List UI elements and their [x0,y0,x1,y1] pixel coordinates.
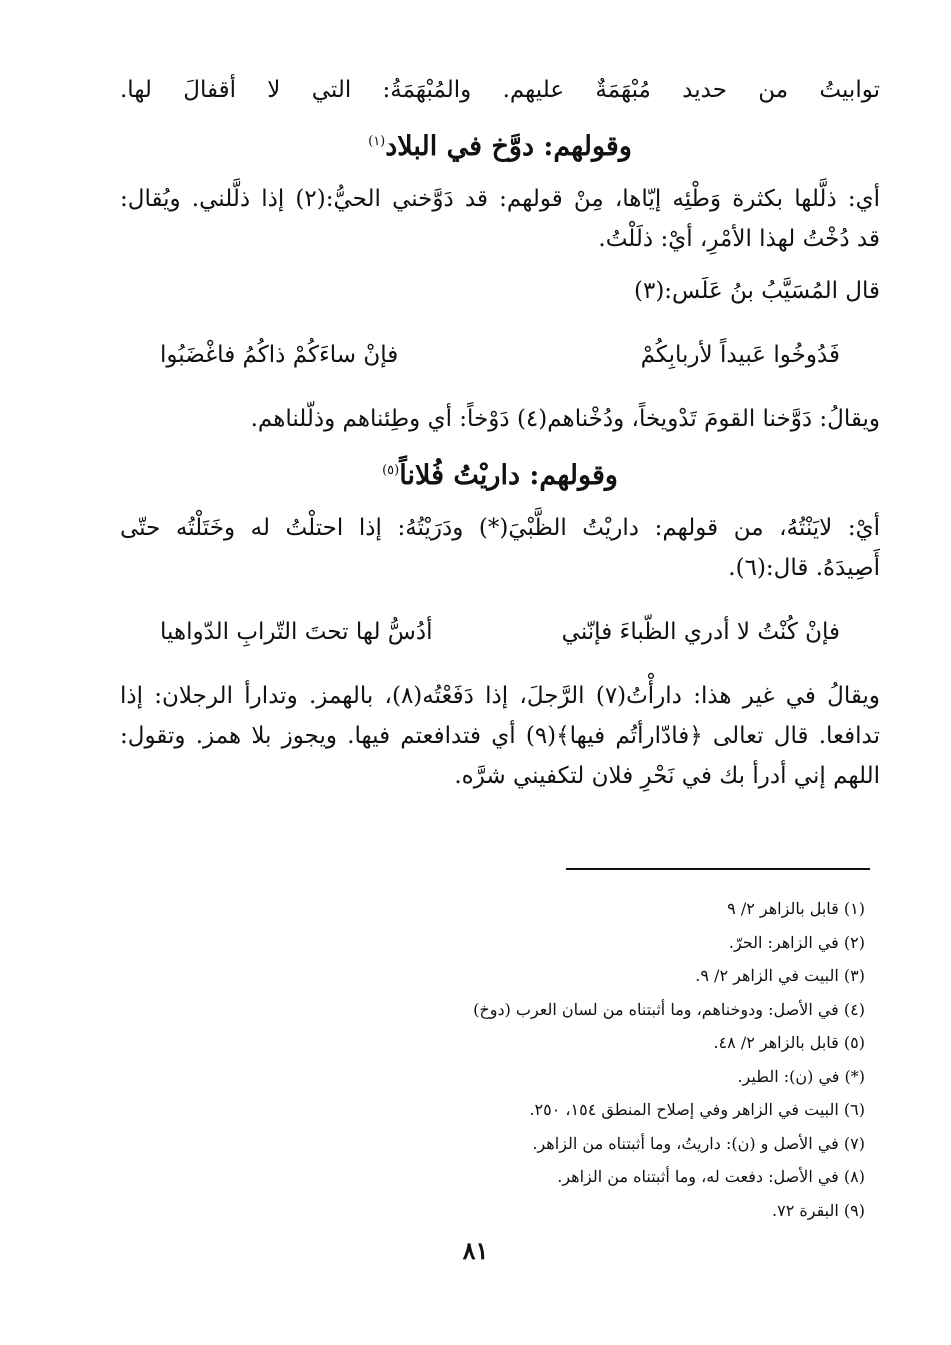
footnote: (٣) البيت في الزاهر ٢/ ٩. [695,966,865,985]
footnote: (٦) البيت في الزاهر وفي إصلاح المنطق ١٥٤، ٢٥٠. [529,1100,865,1119]
text-line: قال المُسَيَّبُ بنُ عَلَس:(٣) [633,278,880,304]
verse-second-hemistich: أدُسُّ لها تحتَ التّرابِ الدّواهيا [160,619,433,645]
text-line: تدافعا. قال تعالى ﴿فادّارأتُم فيها﴾(٩) أي فتدافعتم فيها. ويجوز بلا همز. وتقول: [120,723,880,749]
footnote: (٤) في الأصل: ودوخناهم، وما أثبتناه من لسان العرب (دوخ) [473,999,865,1019]
text-line: ويقالُ: دَوَّخنا القومَ تَدْويخاً، ودُخْناهم(٤) دَوْخاً: أي وطِئناهم وذلّلناهم. [250,406,880,432]
text-line: أيْ: لايَنْتُهُ، من قولهم: داريْتُ الظَّبْيَ(*) ودَرَيْتُهُ: إذا احتلْتُ له وخَتَلْتُه حتّى [120,515,880,541]
footnotes [305,892,865,1227]
text-line: أي: ذلَّلها بكثرة وَطْئِه إيّاها، مِنْ قولهم: قد دَوَّخني الحيُّ:(٢) إذا ذلَّلني. ويُقال: [120,186,880,212]
section-heading-darayt [120,443,880,504]
verse-line [160,612,840,652]
footnote-ref: (٥) [382,463,400,478]
text-line: اللهم إني أدرأ بك في نَحْرِ فلان لتكفيني شرَّه. [454,763,880,789]
verse-first-hemistich: فإنْ كُنْتُ لا أدري الظّباءَ فإنّني [561,619,840,645]
text-line: توابيتُ من حديد مُبْهَمَةٌ عليهم. والمُبْهَمَةُ: التي لا أقفالَ لها. [120,77,880,103]
verse-first-hemistich: فَدُوخُوا عَبيداً لأربابِكُمْ [640,342,840,368]
footnote: (٨) في الأصل: دفعت له، وما أثبتناه من الزاهر. [557,1167,865,1186]
footnote-ref: (١) [368,134,386,149]
text-line: قد دُخْتُ لهذا الأمْرِ، أيْ: ذلَلْتُ. [598,226,880,252]
footnote: (٢) في الزاهر: الحرّ. [728,932,865,952]
footnote-divider [566,868,870,870]
heading-text: وقولهم: داريْتُ فُلاناً [399,460,618,491]
footnote: (*) في (ن): الطير. [737,1066,865,1086]
footnote: (٧) في الأصل و (ن): داريتُ، وما أثبتناه من الزاهر. [532,1133,865,1153]
footnote: (٥) قابل بالزاهر ٢/ ٤٨. [713,1033,865,1052]
text-line: ويقالُ في غير هذا: دارأْتُ(٧) الرَّجلَ، إذا دَفَعْتُه(٨)، بالهمز. وتدارأ الرجلان: إذا [120,683,881,709]
footnote: (١) قابل بالزاهر ٢/ ٩ [727,899,865,918]
page-number: ٨١ [462,1236,489,1265]
section-heading-dawwakha [120,114,880,175]
main-text [120,70,880,796]
text-line: أَصِيدَهُ. قال:(٦). [728,555,880,581]
footnote: (٩) البقرة ٧٢. [772,1200,865,1220]
verse-line [160,335,840,375]
heading-text: وقولهم: دوَّخ في البلاد [385,131,632,162]
verse-second-hemistich: فإنْ ساءَكُمْ ذاكُمُ فاغْضَبُوا [160,342,399,368]
